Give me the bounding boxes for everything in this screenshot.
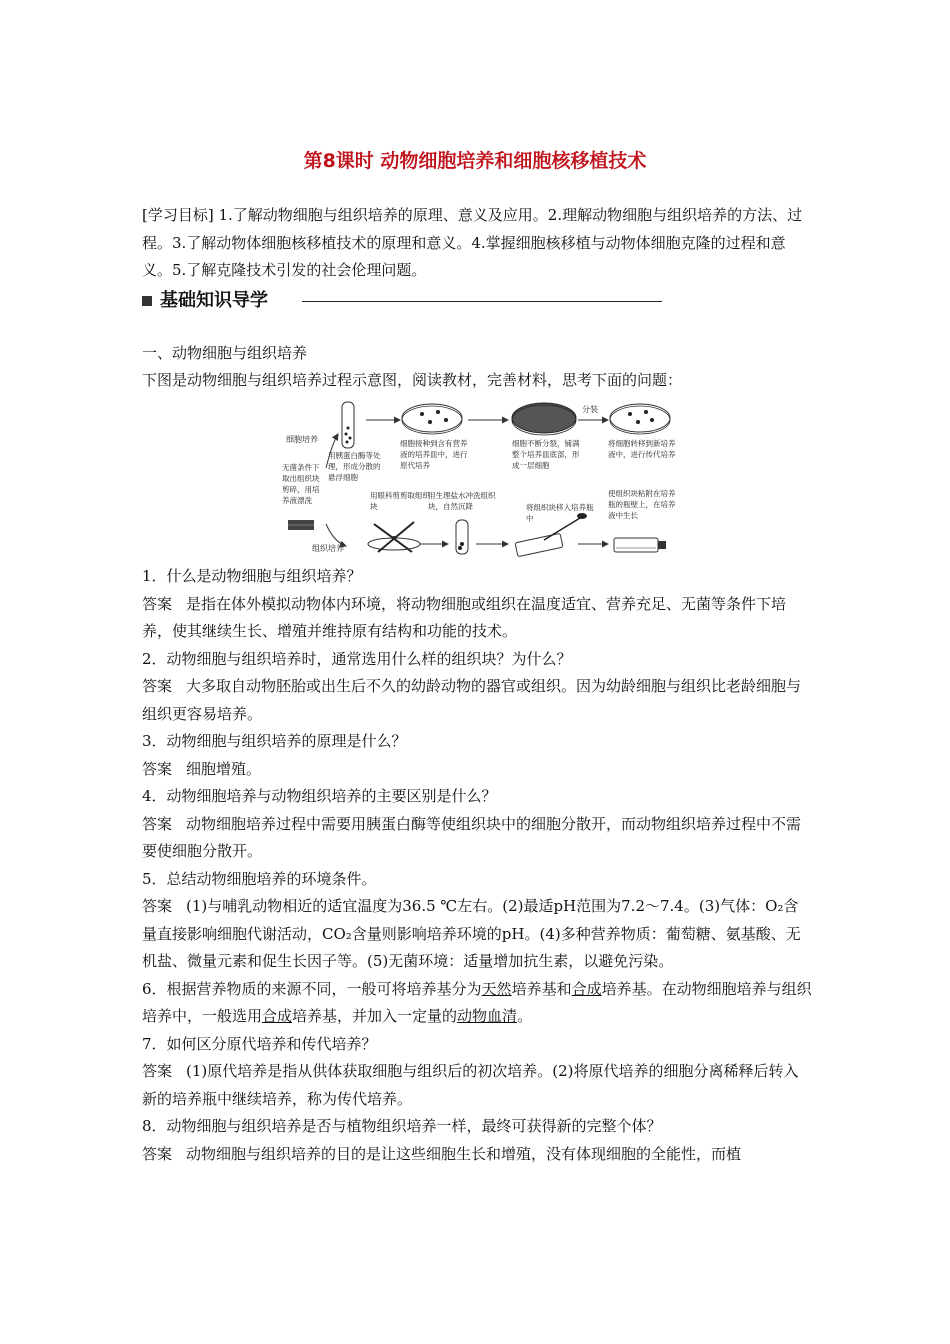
question-1: 1．什么是动物细胞与组织培养？	[142, 567, 362, 585]
answer-label: 答案	[142, 814, 173, 833]
petri-dish-primary	[402, 404, 462, 434]
question-2: 2．动物细胞与组织培养时，通常选用什么样的组织块？为什么？	[142, 649, 572, 668]
subsection-heading: 一、动物细胞与组织培养	[142, 344, 308, 362]
question-7: 7．如何区分原代培养和传代培养？	[142, 1034, 377, 1053]
lesson-title: 第8课时 动物细胞培养和细胞核移植技术	[303, 150, 647, 172]
answer-text: 是指在体外模拟动物体内环境，将动物细胞或组织在温度适宜、营养充足、无菌等条件下培养，使其继续生长、增殖并维持原有结构和功能的技术。	[142, 594, 787, 640]
q6-text: 培养基和	[511, 979, 572, 998]
answer-label: 答案	[142, 1062, 173, 1080]
label-cut: 用眼科剪剪取组织块	[370, 491, 430, 511]
label-split: 分装	[582, 405, 598, 414]
answer-3	[142, 756, 812, 784]
label-monolayer: 细胞不断分裂，铺满整个培养皿底部，形成一层细胞	[512, 439, 580, 470]
answer-label: 答案	[142, 897, 173, 915]
answer-label: 答案	[142, 677, 173, 695]
answer-5	[142, 893, 812, 976]
q6-text: 培养基，并加入一定量的	[292, 1007, 458, 1025]
culture-process-diagram	[282, 398, 682, 560]
question-3: 3．动物细胞与组织培养的原理是什么？	[142, 732, 407, 750]
scissors-icon	[368, 522, 420, 552]
label-cell-culture: 细胞培养	[286, 435, 318, 444]
label-primary: 细胞接种到含有营养液的培养皿中，进行原代培养	[400, 439, 468, 470]
tissue-block	[288, 520, 314, 530]
test-tube	[342, 402, 354, 448]
petri-dish-passage	[610, 404, 670, 434]
answer-7	[142, 1058, 812, 1113]
petri-dish-monolayer	[512, 403, 576, 435]
q6-text: 培养基。在动物细胞培养与组织培养中，一般选用	[142, 979, 812, 1025]
blank-answer: 天然	[481, 979, 512, 998]
label-sterile: 无菌条件下取出组织块剪碎，用培养液漂洗	[282, 463, 320, 505]
intro-paragraph: 下图是动物细胞与组织培养过程示意图，阅读教材，完善材料，思考下面的问题：	[142, 371, 683, 389]
blank-answer: 合成	[571, 979, 602, 998]
question-4: 4．动物细胞培养与动物组织培养的主要区别是什么？	[142, 787, 497, 805]
label-transfer: 将组织块移入培养瓶中	[526, 503, 594, 523]
wash-tube	[456, 520, 468, 554]
answer-4	[142, 811, 812, 866]
branch-arrow-down	[326, 524, 346, 546]
answer-label: 答案	[142, 759, 173, 778]
culture-flask	[614, 538, 666, 552]
answer-text: 动物细胞与组织培养的目的是让这些细胞生长和增殖，没有体现细胞的全能性，而植	[186, 1144, 742, 1163]
learning-objectives: [学习目标] 1.了解动物细胞与组织培养的原理、意义及应用。2.理解动物细胞与组织培养的方法、过程。3.了解动物体细胞核移植技术的原理和意义。4.掌握细胞核移植与动物体细胞克隆的过程和意义。5.了解克隆技术引发的社会伦理问题。	[142, 206, 803, 279]
label-wash: 用生理盐水冲洗组织块，自然沉降	[428, 491, 496, 511]
q6-text: 6．根据营养物质的来源不同，一般可将培养基分为	[142, 979, 482, 998]
answer-text: (1)原代培养是指从供体获取细胞与组织后的初次培养。(2)将原代培养的细胞分离稀释后转入新的培养瓶中继续培养，称为传代培养。	[142, 1062, 799, 1108]
section-heading	[142, 286, 562, 316]
section-heading-label: 基础知识导学	[160, 290, 268, 311]
section-divider	[302, 301, 662, 302]
blank-answer: 动物血清	[457, 1007, 518, 1025]
label-passage: 将细胞转移到新培养液中，进行传代培养	[608, 439, 676, 459]
answer-text: 动物细胞培养过程中需要用胰蛋白酶等使组织块中的细胞分散开，而动物组织培养过程中不需要使细胞分散开。	[142, 814, 802, 860]
answer-text: 细胞增殖。	[186, 759, 262, 778]
qa-section	[142, 563, 812, 1168]
label-tissue-culture: 组织培养	[312, 544, 344, 553]
answer-label: 答案	[142, 594, 173, 613]
blank-answer: 合成	[262, 1007, 293, 1025]
q6-text: 。	[517, 1007, 533, 1025]
label-attach: 使组织块粘附在培养瓶的瓶壁上，在培养液中生长	[608, 489, 676, 520]
answer-text: 大多取自动物胚胎或出生后不久的幼龄动物的器官或组织。因为幼龄细胞与组织比老龄细胞与组织更容易培养。	[142, 677, 802, 723]
answer-label: 答案	[142, 1144, 173, 1163]
label-trypsin: 用胰蛋白酶等处理，形成分散的悬浮细胞	[328, 451, 381, 482]
question-8: 8．动物细胞与组织培养是否与植物组织培养一样，最终可获得新的完整个体？	[142, 1117, 662, 1135]
answer-2	[142, 673, 812, 728]
question-6	[142, 976, 812, 1031]
square-bullet-icon	[142, 296, 152, 306]
answer-8	[142, 1141, 812, 1169]
answer-1	[142, 591, 812, 646]
answer-text: (1)与哺乳动物相近的适宜温度为36.5 ℃左右。(2)最适pH范围为7.2～7.4。(3)气体：O₂含量直接影响细胞代谢活动，CO₂含量则影响培养环境的pH。(4)多种营养物质：葡萄糖、氨基酸、无机盐、微量元素和促生长因子等。(5)无菌环境：适量增加抗生素，以避免污染。	[142, 897, 801, 970]
question-5: 5．总结动物细胞培养的环境条件。	[142, 869, 377, 888]
